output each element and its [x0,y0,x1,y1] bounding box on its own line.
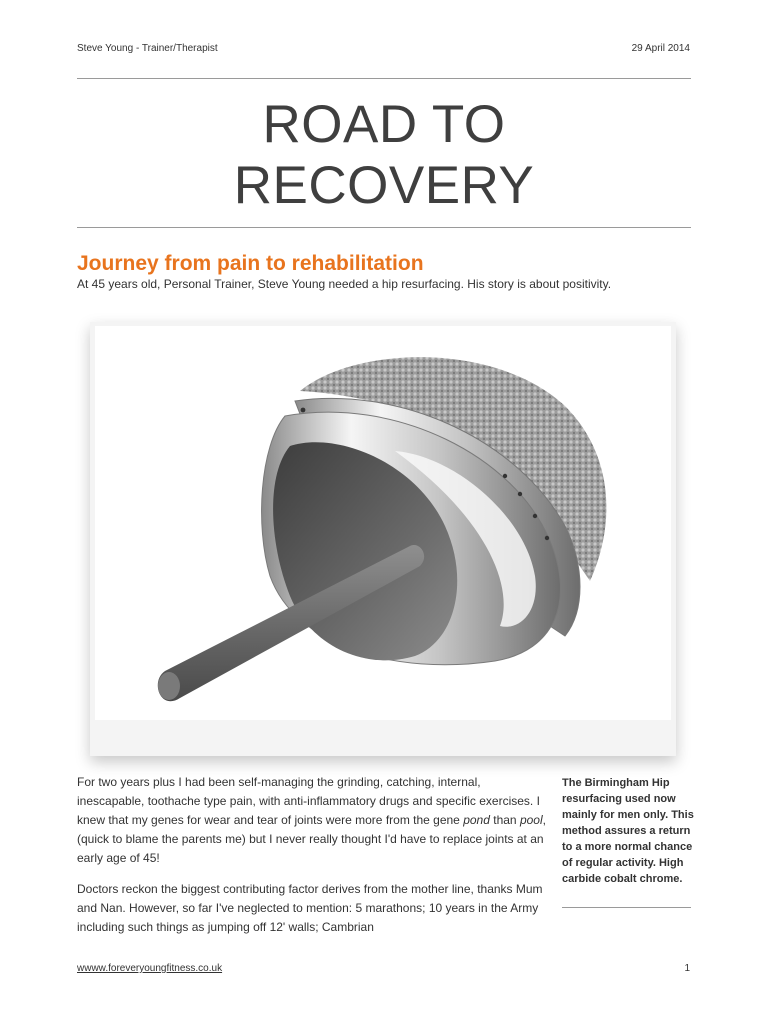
paragraph-2: Doctors reckon the biggest contributing factor derives from the mother line, thanks Mum and Nan. However, so far I've neglected to mention: 5 marathons; 10 years in the Army including such things as jumping off 12' walls; Cambrian [77,882,543,934]
sidebar-divider [562,907,691,908]
paragraph-1-italic-1: pond [463,813,490,827]
article-body [77,773,547,949]
title-line-2: RECOVERY [233,156,535,215]
sidebar-caption: The Birmingham Hip resurfacing used now mainly for men only. This method assures a return to a more normal chance of regular activity. High carbide cobalt chrome. [562,777,694,885]
title-line-1: ROAD TO [262,95,506,154]
hip-implant-illustration [95,326,671,720]
paragraph-1-part-2: than [489,813,520,827]
article-subheading: Journey from pain to rehabilitation [77,252,424,275]
header-date: 29 April 2014 [631,43,690,54]
paragraph-1 [77,773,547,868]
header-divider [77,78,691,79]
footer-page-number: 1 [684,963,690,974]
header-author: Steve Young - Trainer/Therapist [77,43,218,54]
paragraph-1-part-1: For two years plus I had been self-managing the grinding, catching, internal, inescapable, toothache type pain, with anti-inflammatory drugs and specific exercises. I knew that my genes for wear and tear of joints were more from the gene [77,775,540,827]
paragraph-1-part-3: , (quick to blame the parents me) but I never really thought I'd have to replace joints at an early age of 45! [77,813,546,865]
page-title [77,94,691,216]
hip-implant-photo [95,326,671,720]
footer-website-link[interactable]: wwww.foreveryoungfitness.co.uk [77,963,223,974]
paragraph-1-italic-2: pool [519,813,543,827]
title-divider [77,227,691,228]
article-intro: At 45 years old, Personal Trainer, Steve Young needed a hip resurfacing. His story is about positivity. [77,277,612,291]
